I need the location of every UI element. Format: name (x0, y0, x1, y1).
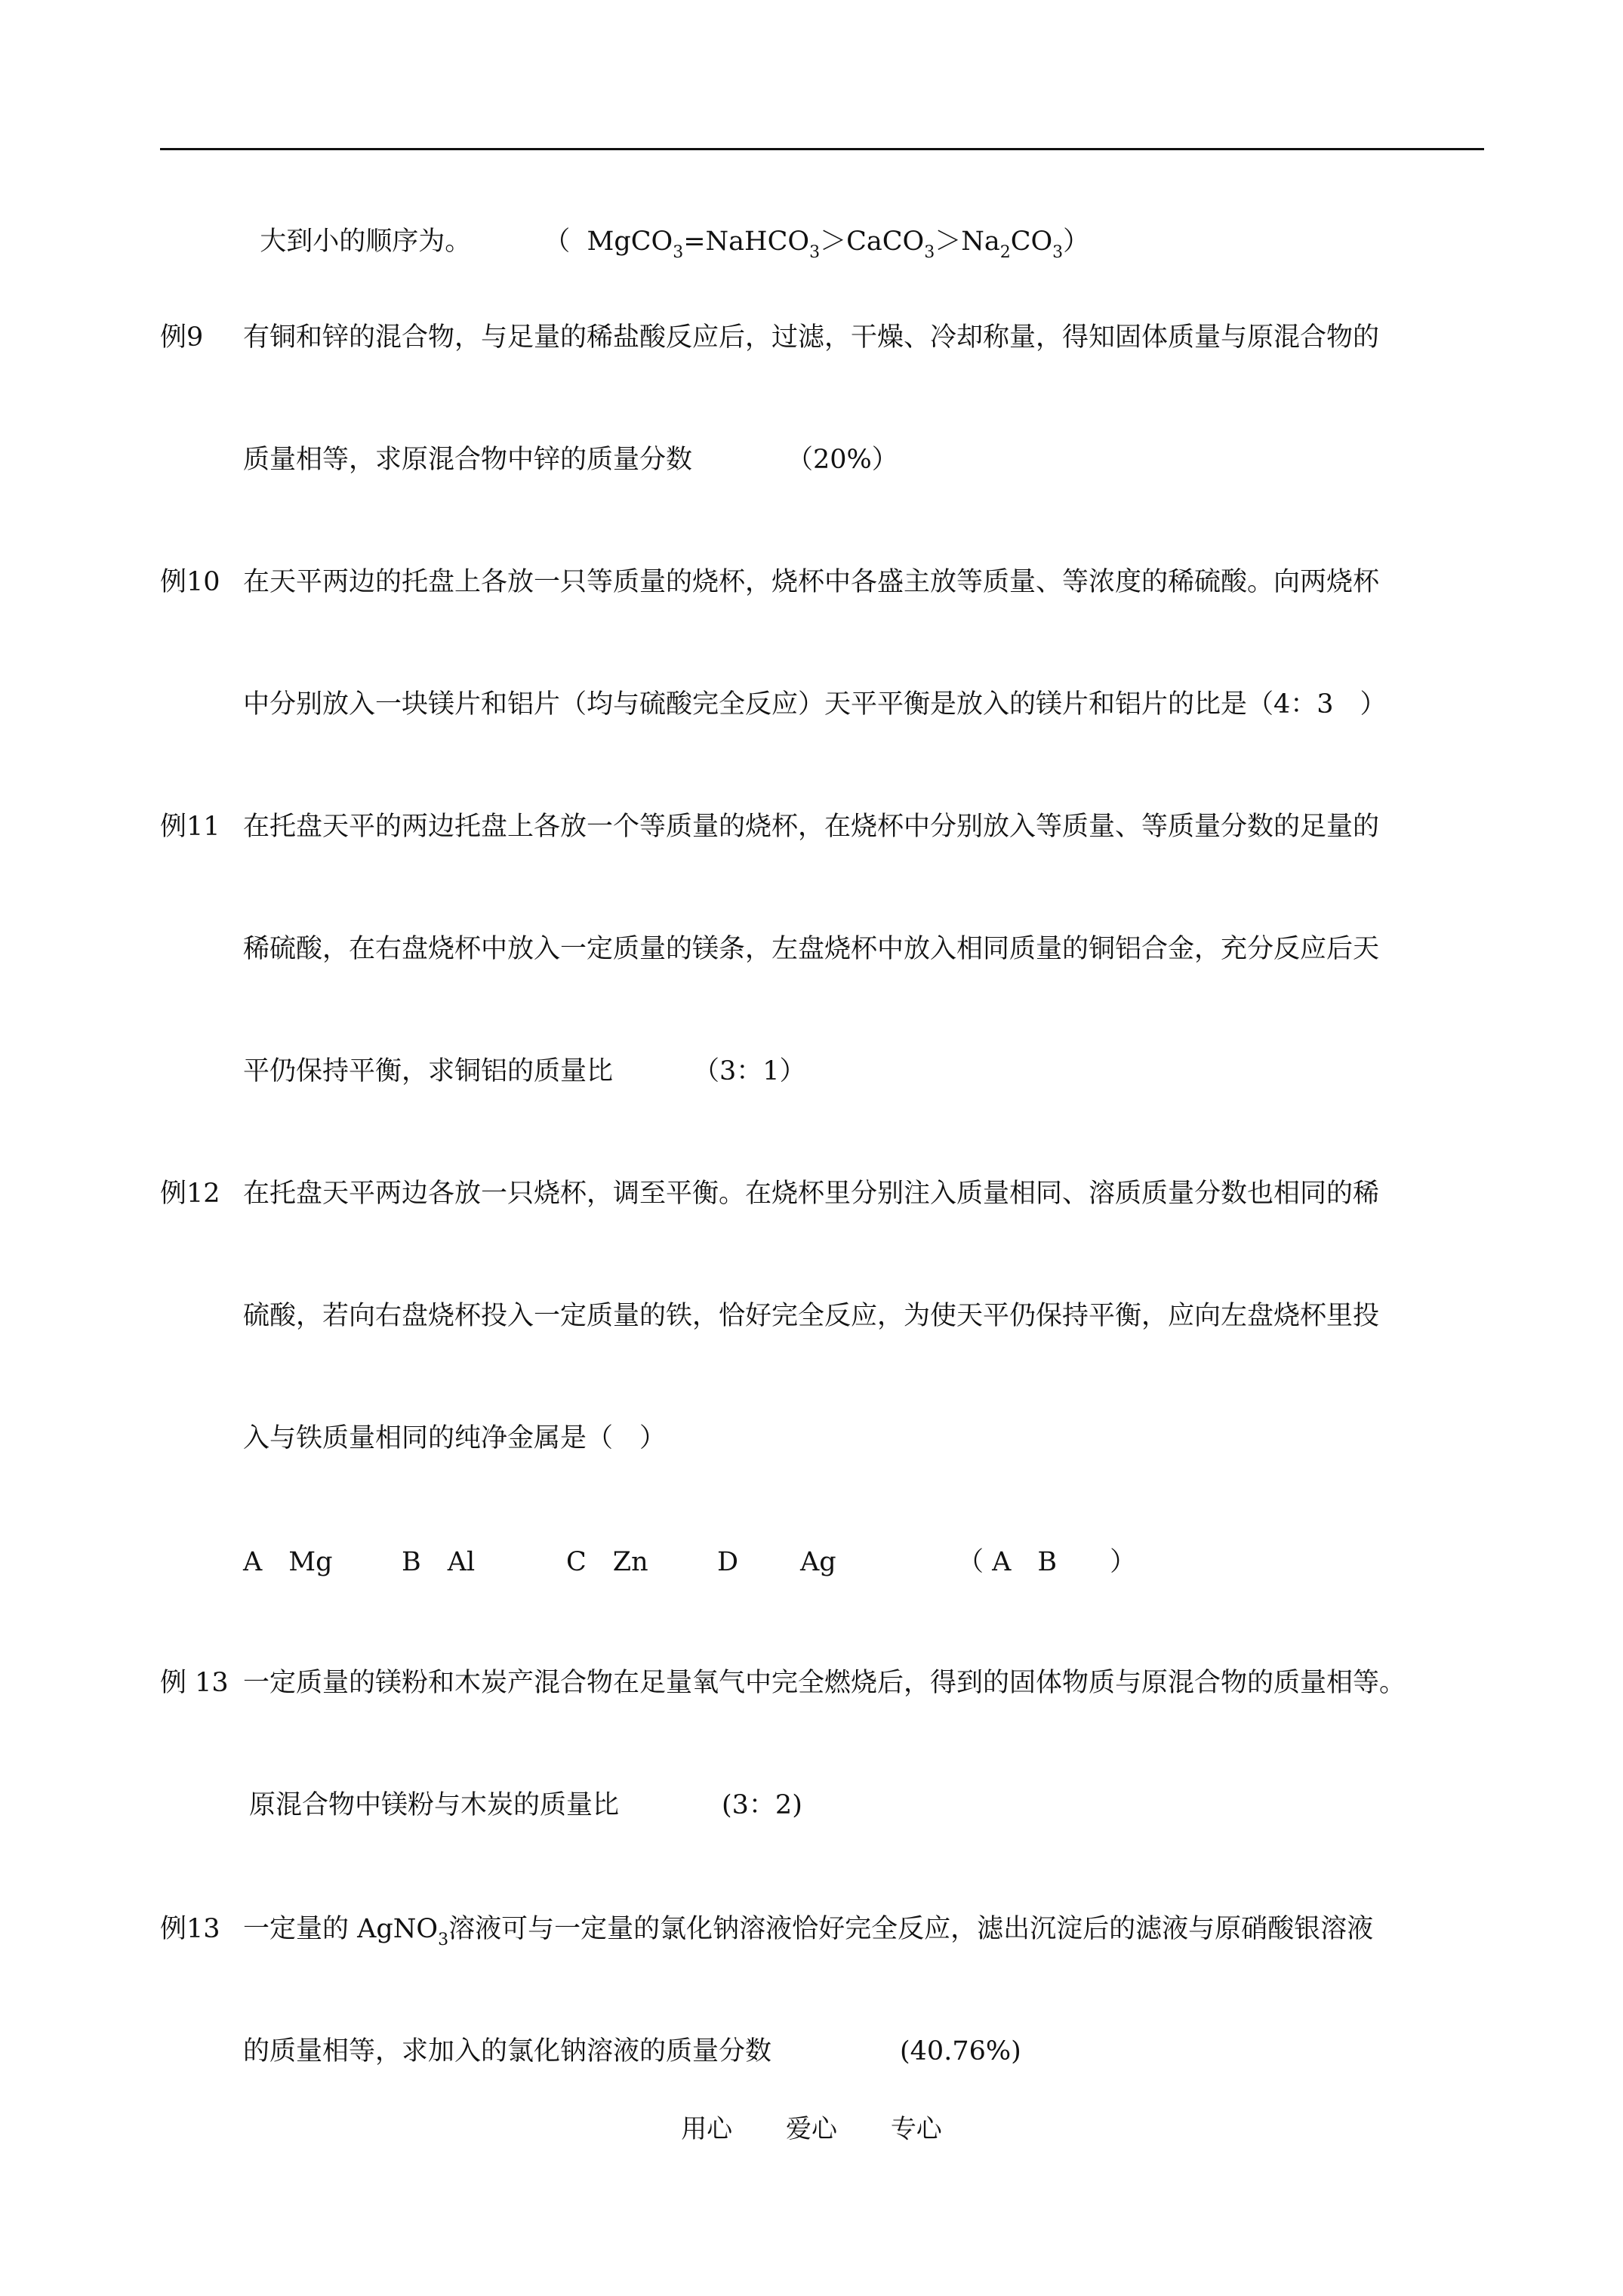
example-9-line-2: 质量相等，求原混合物中锌的质量分数 (243, 445, 693, 475)
example-10-line-2: 中分别放入一块镁片和铝片（均与硫酸完全反应）天平平衡是放入的镁片和铝片的比是（4：3 ） (243, 689, 1387, 720)
example-9-number: 例9 (160, 322, 204, 353)
option-c: C Zn (566, 1547, 648, 1577)
example-12-line-3: 入与铁质量相同的纯净金属是（ ） (243, 1423, 667, 1453)
header-rule (160, 148, 1484, 150)
option-b: B Al (402, 1547, 476, 1577)
intro-line (243, 202, 471, 255)
example-12-answer: （ A B ） (957, 1547, 1137, 1577)
example-13a-line-1: 一定质量的镁粉和木炭产混合物在足量氧气中完全燃烧后，得到的固体物质与原混合物的质量相等。 (243, 1668, 1406, 1698)
example-12-line-2: 硫酸，若向右盘烧杯投入一定质量的铁，恰好完全反应，为使天平仍保持平衡，应向左盘烧杯里投 (243, 1301, 1380, 1331)
example-9-answer: （20%） (787, 445, 898, 475)
example-12-line-1: 在托盘天平两边各放一只烧杯，调至平衡。在烧杯里分别注入质量相同、溶质质量分数也相同的稀 (243, 1179, 1380, 1209)
option-a: A Mg (243, 1547, 333, 1577)
intro-text: 大到小的顺序为。 (260, 227, 472, 257)
footer-text-1: 用心 (681, 2114, 733, 2144)
example-11-line-1: 在托盘天平的两边托盘上各放一个等质量的烧杯，在烧杯中分别放入等质量、等质量分数的足量的 (243, 812, 1380, 842)
option-d: D (717, 1547, 739, 1577)
footer-text-3: 专心 (890, 2114, 942, 2144)
intro-formula: （ $MgCO_3=NaHCO_3>CaCO_3>Na_2CO_3$） (544, 227, 1090, 262)
example-12-number: 例12 (160, 1179, 220, 1209)
option-d-value: Ag (800, 1547, 836, 1577)
example-11-line-3: 平仍保持平衡，求铜铝的质量比 (243, 1056, 614, 1086)
example-11-number: 例11 (160, 812, 220, 842)
example-10-line-1: 在天平两边的托盘上各放一只等质量的烧杯，烧杯中各盛主放等质量、等浓度的稀硫酸。向两烧杯 (243, 567, 1380, 597)
example-9-line-1: 有铜和锌的混合物，与足量的稀盐酸反应后，过滤，干燥、冷却称量，得知固体质量与原混合物的 (243, 322, 1380, 353)
example-11-line-2: 稀硫酸，在右盘烧杯中放入一定质量的镁条，左盘烧杯中放入相同质量的铜铝合金，充分反应后天 (243, 934, 1380, 964)
page-footer (0, 2108, 1623, 2145)
example-13a-answer: (3：2) (722, 1790, 802, 1820)
example-11-answer: （3：1） (693, 1056, 806, 1086)
example-13b-answer: (40.76%) (900, 2036, 1021, 2066)
example-13b-line-1: 一定量的 AgNO$_3$溶液可与一定量的氯化钠溶液恰好完全反应，滤出沉淀后的滤液与原硝酸银溶液 (243, 1914, 1374, 1949)
example-13a-number: 例 13 (160, 1668, 229, 1698)
example-13a-line-2: 原混合物中镁粉与木炭的质量比 (249, 1790, 620, 1820)
example-13b-line-2: 的质量相等，求加入的氯化钠溶液的质量分数 (243, 2036, 772, 2066)
footer-text-2: 爱心 (786, 2114, 837, 2144)
example-10-number: 例10 (160, 567, 220, 597)
example-13b-number: 例13 (160, 1914, 220, 1944)
